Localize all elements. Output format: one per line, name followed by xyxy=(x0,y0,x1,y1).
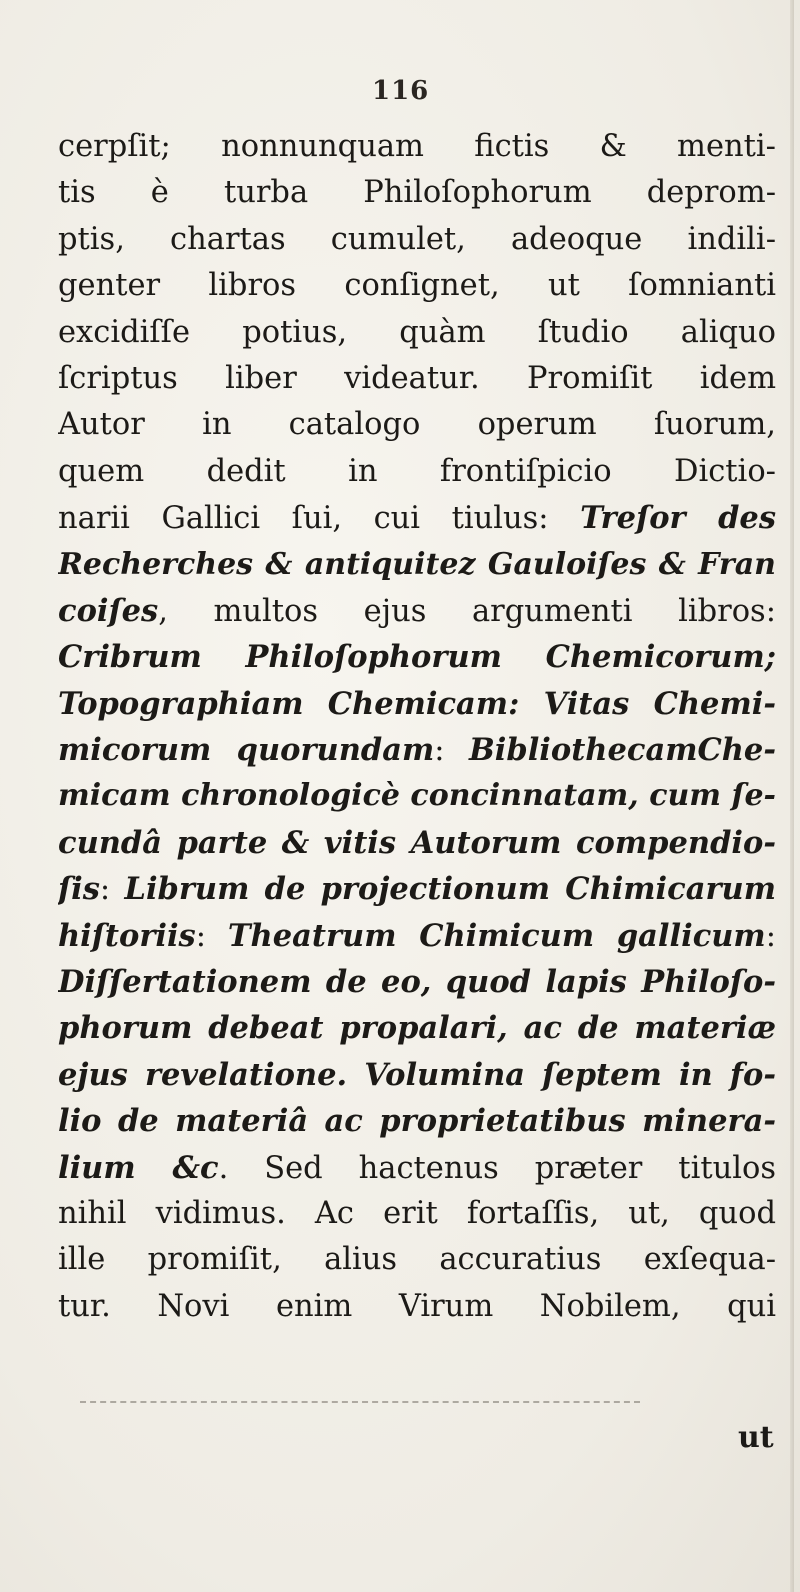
text-line xyxy=(58,959,776,1005)
text-line xyxy=(58,634,776,680)
body-text-segment: , multos ejus argumenti libros: xyxy=(158,593,776,629)
text-line xyxy=(58,310,776,356)
text-line xyxy=(58,1284,776,1330)
italic-title-text: ejus revelatione. Volumina ſeptem in fo- xyxy=(58,1056,776,1093)
italic-title-text: hiſtoriis xyxy=(58,917,196,954)
body-text-segment: tur. Novi enim Virum Nobilem, qui xyxy=(58,1288,776,1324)
text-line xyxy=(58,681,776,727)
body-text-segment: excidiſſe potius, quàm ſtudio aliquo xyxy=(58,314,776,350)
text-line xyxy=(58,727,776,773)
text-line xyxy=(58,356,776,402)
catchword: ut xyxy=(738,1420,774,1455)
text-line xyxy=(58,263,776,309)
italic-title-text: Theatrum Chimicum gallicum xyxy=(227,917,766,954)
text-line xyxy=(58,1145,776,1191)
page-gutter-edge xyxy=(790,0,794,1592)
text-line xyxy=(58,170,776,216)
body-text-segment: ille promiſit, alius accuratius exſequa- xyxy=(58,1242,776,1278)
body-text-segment: Autor in catalogo operum ſuorum, xyxy=(58,407,776,443)
text-line xyxy=(58,866,776,912)
body-text-segment: nihil vidimus. Ac erit fortaſſis, ut, quod xyxy=(58,1195,776,1231)
text-line xyxy=(58,495,776,541)
italic-title-text: micam chronologicè concinnatam, cum ſe- xyxy=(58,778,776,814)
italic-title-text: Cribrum Philoſophorum Chemicorum; xyxy=(58,639,776,676)
body-text-segment: : xyxy=(99,872,125,908)
text-line xyxy=(58,1191,776,1237)
text-line xyxy=(58,217,776,263)
body-text-segment: genter libros conſignet, ut ſomnianti xyxy=(58,268,776,304)
body-text-segment: : xyxy=(765,918,776,954)
italic-title-text: Diſſertationem de eo, quod lapis Philoſo- xyxy=(58,964,776,1001)
body-text xyxy=(58,124,776,1330)
italic-title-text: phorum debeat propalari, ac de materiæ xyxy=(58,1010,776,1047)
faint-rule xyxy=(80,1401,640,1403)
text-line xyxy=(58,913,776,959)
body-text-segment: : xyxy=(195,918,228,954)
text-line xyxy=(58,542,776,588)
text-line xyxy=(58,1052,776,1098)
body-text-segment: ptis, chartas cumulet, adeoque indili- xyxy=(58,221,776,257)
text-line xyxy=(58,124,776,170)
text-line xyxy=(58,820,776,866)
italic-title-text: micorum quorundam xyxy=(58,732,435,769)
italic-title-text: lium &c xyxy=(58,1149,219,1186)
italic-title-text: Topographiam Chemicam: Vitas Chemi- xyxy=(58,685,776,722)
italic-title-text: Treſor des xyxy=(580,500,776,537)
page-number: 116 xyxy=(372,76,430,106)
italic-title-text: ſis xyxy=(58,871,100,908)
body-text-segment: . Sed hactenus præter titulos xyxy=(218,1150,776,1186)
italic-title-text: Recherches & antiquitez Gauloiſes & Fran xyxy=(58,546,776,582)
body-text-segment: narii Gallici ſui, cui tiulus: xyxy=(58,501,581,537)
italic-title-text: lio de materiâ ac proprietatibus minera- xyxy=(58,1103,776,1140)
italic-title-text: Librum de projectionum Chimicarum xyxy=(124,871,776,908)
body-text-segment: ſcriptus liber videatur. Promiſit idem xyxy=(58,360,776,396)
body-text-segment: : xyxy=(434,733,469,769)
italic-title-text: BibliothecamChe- xyxy=(469,732,776,769)
text-line xyxy=(58,773,776,819)
text-line xyxy=(58,449,776,495)
text-line xyxy=(58,1005,776,1051)
italic-title-text: coiſes xyxy=(58,592,159,629)
italic-title-text: cundâ parte & vitis Autorum compendio- xyxy=(58,824,776,861)
text-line xyxy=(58,402,776,448)
text-line xyxy=(58,588,776,634)
text-line xyxy=(58,1237,776,1283)
body-text-segment: quem dedit in frontiſpicio Dictio- xyxy=(58,453,776,489)
body-text-segment: cerpſit; nonnunquam fictis & menti- xyxy=(58,129,776,164)
text-line xyxy=(58,1098,776,1144)
body-text-segment: tis è turba Philoſophorum deprom- xyxy=(58,175,776,211)
